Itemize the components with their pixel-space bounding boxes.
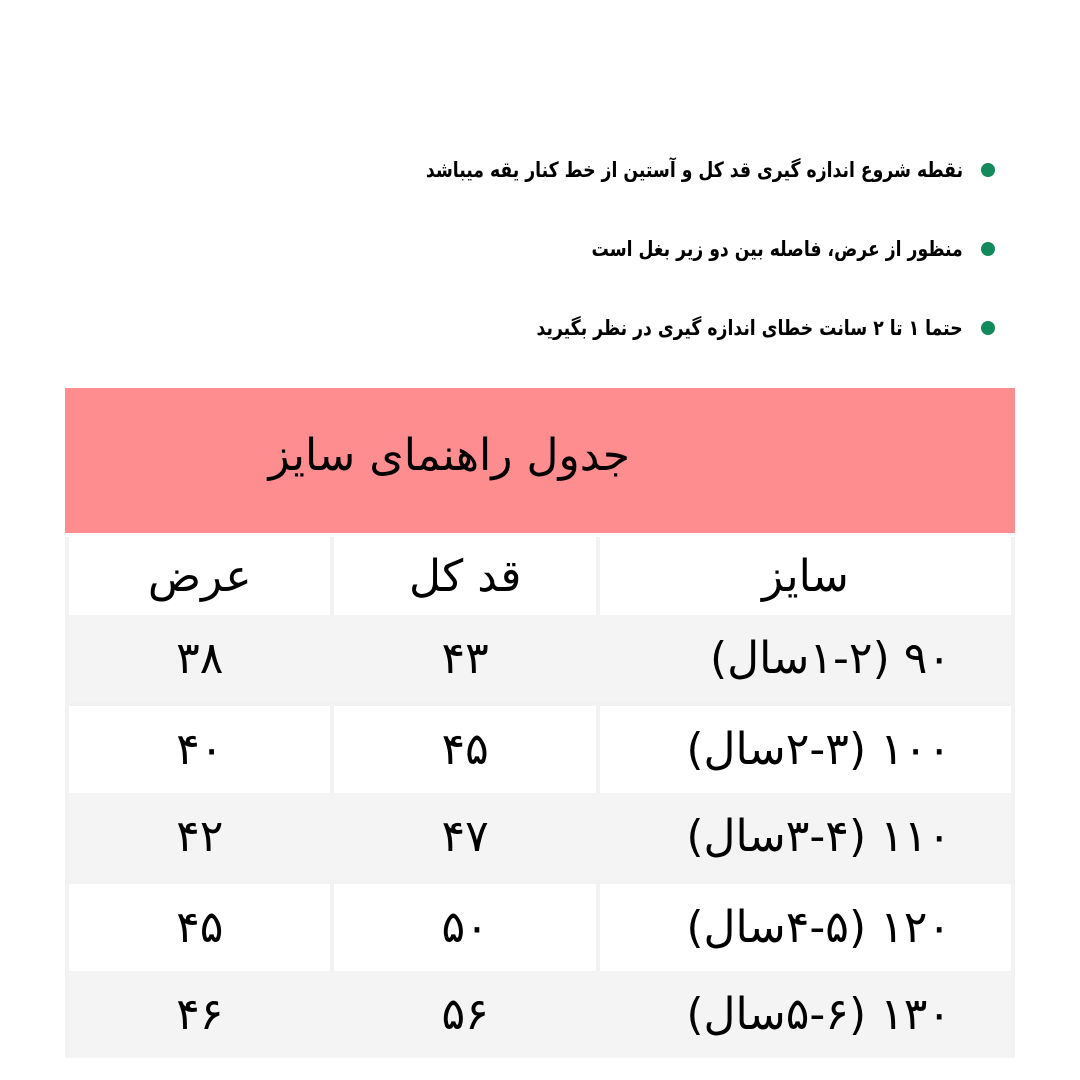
note-text: نقطه شروع اندازه گیری قد کل و آستین از خط کنار یقه میباشد [425, 158, 963, 182]
note-text: منظور از عرض، فاصله بین دو زیر بغل است [591, 237, 963, 261]
cell-size [600, 706, 1011, 793]
size-guide-table [65, 388, 1015, 1058]
cell-size [600, 615, 1011, 702]
cell-size [600, 793, 1011, 880]
table-row [69, 884, 1011, 971]
header-length: قد کل [334, 537, 595, 615]
cell-width: ۴۵ [69, 884, 330, 971]
cell-length: ۴۷ [334, 793, 599, 880]
table-row [69, 615, 1011, 702]
note-item [295, 150, 995, 190]
bullet-dot-icon [981, 242, 995, 256]
bullet-dot-icon [981, 163, 995, 177]
cell-size-text: ۱۰۰ (۲-۳سال) [686, 724, 951, 775]
cell-size [600, 884, 1011, 971]
cell-size [600, 971, 1011, 1058]
cell-width: ۴۶ [69, 971, 334, 1058]
table-title: جدول راهنمای سایز [268, 430, 630, 481]
cell-size-text: ۱۳۰ (۵-۶سال) [686, 989, 951, 1040]
header-size: سایز [600, 537, 1011, 615]
note-item [295, 229, 995, 269]
cell-width: ۳۸ [69, 615, 334, 702]
cell-size-text: ۹۰ (۱-۲سال) [710, 633, 951, 684]
cell-width: ۴۰ [69, 706, 330, 793]
cell-width: ۴۲ [69, 793, 334, 880]
table-header-row [69, 537, 1011, 615]
bullet-dot-icon [981, 321, 995, 335]
table-grid [65, 537, 1015, 1058]
note-text: حتما ۱ تا ۲ سانت خطای اندازه گیری در نظر بگیرید [536, 316, 963, 340]
measurement-notes [295, 150, 995, 387]
cell-length: ۵۰ [334, 884, 595, 971]
cell-length: ۴۳ [334, 615, 599, 702]
cell-length: ۵۶ [334, 971, 599, 1058]
table-row [69, 706, 1011, 793]
cell-size-text: ۱۱۰ (۳-۴سال) [686, 811, 951, 862]
table-row [69, 971, 1011, 1058]
note-item [295, 308, 995, 348]
header-width: عرض [69, 537, 330, 615]
cell-size-text: ۱۲۰ (۴-۵سال) [686, 902, 951, 953]
cell-length: ۴۵ [334, 706, 595, 793]
table-title-band [65, 388, 1015, 533]
table-row [69, 793, 1011, 880]
